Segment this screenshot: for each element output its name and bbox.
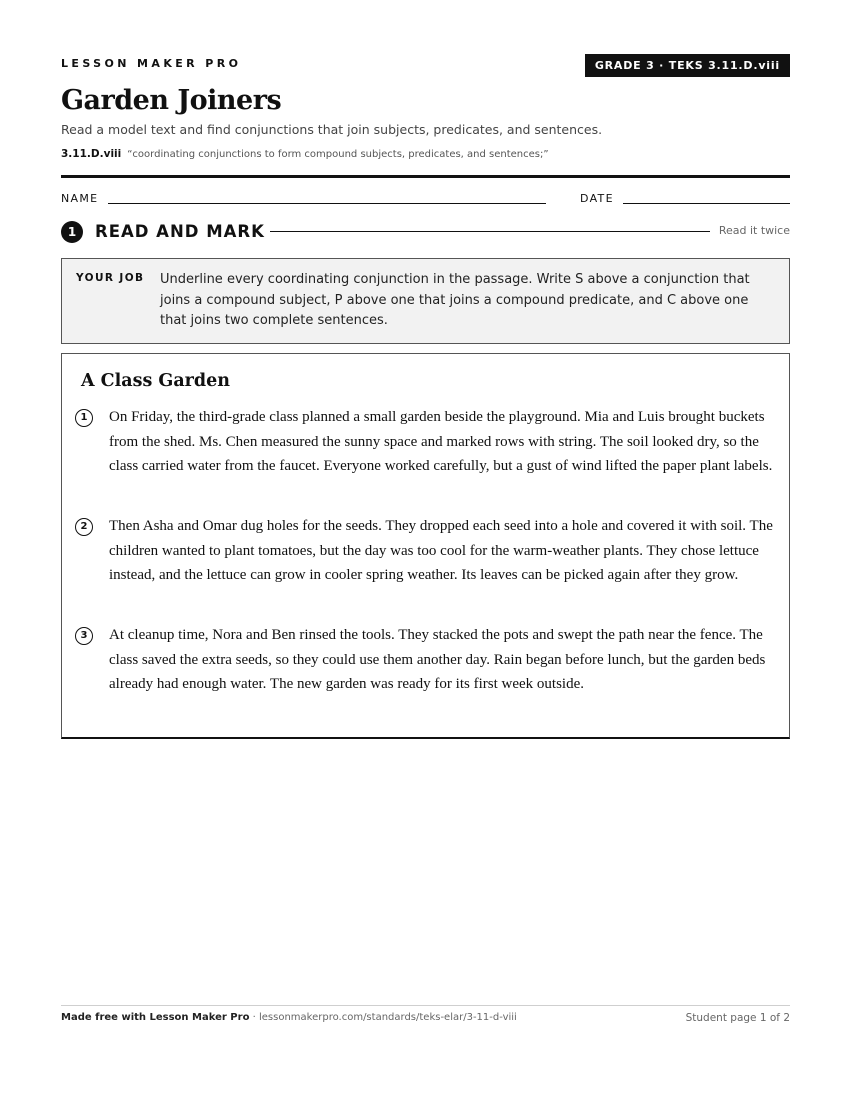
section-number-badge: 1 [61,221,83,243]
section-rule [270,231,710,232]
section-hint: Read it twice [718,224,790,237]
footer-divider [61,1005,790,1006]
header-divider [61,175,790,178]
page-subtitle: Read a model text and find conjunctions that join subjects, predicates, and sentences. [61,122,603,137]
paragraph-number: 2 [75,518,93,536]
standard-line [61,148,549,160]
standard-code: 3.11.D.viii [61,148,122,160]
date-field[interactable] [623,203,790,204]
standard-quote: “coordinating conjunctions to form compound subjects, predicates, and sentences;” [127,149,549,160]
paragraph-text: At cleanup time, Nora and Ben rinsed the tools. They stacked the pots and swept the path near the fence. The class saved the extra seeds, so they could use them another day. Rain began before lunch, but the garden beds already had enough water. The new garden was ready for its first week outside. [109,627,766,693]
instructions-box [61,258,790,344]
footer-credit [61,1012,517,1023]
name-date-row [61,191,790,207]
paragraph-text: Then Asha and Omar dug holes for the seeds. They dropped each seed into a hole and covered it with soil. The children wanted to plant tomatoes, but the day was too cool for the warm-weather plants. They chose lettuce instead, and the lettuce can grow in cooler spring weather. Its leaves can be picked again after they grow. [109,518,773,584]
name-label: NAME [61,192,99,205]
grade-badge: GRADE 3 · TEKS 3.11.D.viii [585,54,790,77]
date-label: DATE [580,192,614,205]
instructions-label: YOUR JOB [76,272,145,284]
section-title: READ AND MARK [95,222,265,241]
page-title: Garden Joiners [61,85,282,116]
instructions-text: Underline every coordinating conjunction in the passage. Write S above a conjunction that joins a compound subject, P above one that joins a compound predicate, and C above one that joins two complete sentences. [160,272,750,328]
footer-url[interactable]: · lessonmakerpro.com/standards/teks-elar/3-11-d-viii [249,1012,517,1023]
passage-box [61,353,790,739]
passage-title: A Class Garden [81,371,230,391]
brand-name: LESSON MAKER PRO [61,57,242,70]
paragraph-number: 3 [75,627,93,645]
paragraph-text: On Friday, the third-grade class planned a small garden beside the playground. Mia and Luis brought buckets from the shed. Ms. Chen measured the sunny space and marked rows with string. The soil looked dry, so the class carried water from the faucet. Everyone worked carefully, but a gust of wind lifted the paper plant labels. [109,409,773,475]
section-header [61,220,790,244]
footer-page-number: Student page 1 of 2 [685,1012,790,1024]
name-field[interactable] [108,203,546,204]
paragraph-number: 1 [75,409,93,427]
footer-made-by: Made free with Lesson Maker Pro [61,1012,250,1023]
